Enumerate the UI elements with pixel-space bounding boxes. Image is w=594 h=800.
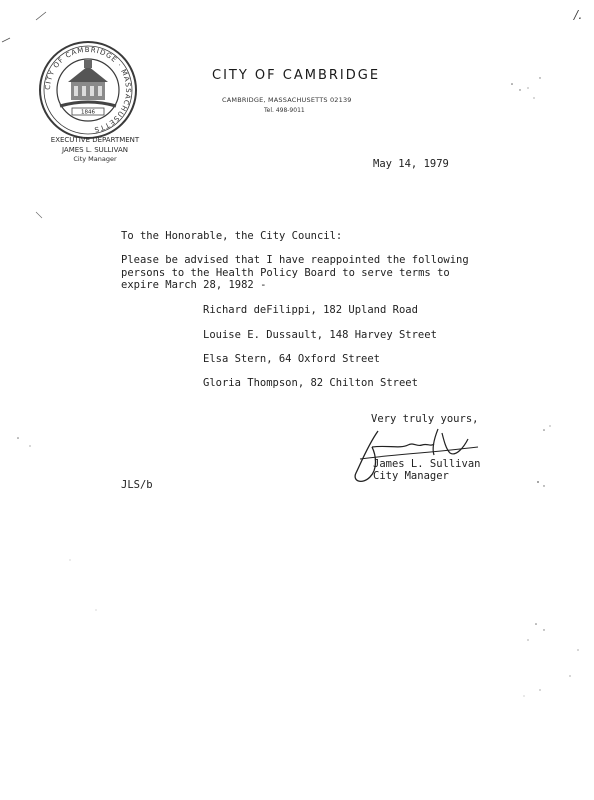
seal-inner-text: 1846 (81, 109, 95, 116)
appointee-item: Gloria Thompson, 82 Chilton Street (203, 377, 418, 389)
signer-title: City Manager (373, 470, 449, 482)
appointee-item: Richard deFilippi, 182 Upland Road (203, 304, 418, 316)
department-officer: JAMES L. SULLIVAN (61, 145, 128, 154)
department-officer-title: City Manager (73, 155, 117, 163)
body-line: persons to the Health Policy Board to serve terms to (121, 266, 450, 279)
body-line: Please be advised that I have reappointed the following (121, 254, 469, 266)
letterhead-city-title: CITY OF CAMBRIDGE (212, 68, 381, 83)
letter-closing: Very truly yours, (371, 413, 479, 425)
body-line: expire March 28, 1982 - (121, 279, 267, 291)
letter-salutation: To the Honorable, the City Council: (121, 230, 343, 242)
letterhead-address: CAMBRIDGE, MASSACHUSETTS 02139 (222, 96, 352, 104)
seal-outer-text: CITY OF CAMBRIDGE · MASSACHUSETTS (43, 45, 133, 134)
signer-name: James L. Sullivan (373, 458, 481, 470)
letter-date: May 14, 1979 (373, 158, 449, 170)
department-name: EXECUTIVE DEPARTMENT (50, 136, 140, 144)
corner-page-mark: /. (574, 8, 582, 22)
letterhead-telephone: Tel. 498-9011 (264, 107, 305, 114)
typist-initials: JLS/b (121, 479, 153, 491)
appointee-item: Louise E. Dussault, 148 Harvey Street (203, 329, 437, 341)
appointee-item: Elsa Stern, 64 Oxford Street (203, 353, 381, 365)
